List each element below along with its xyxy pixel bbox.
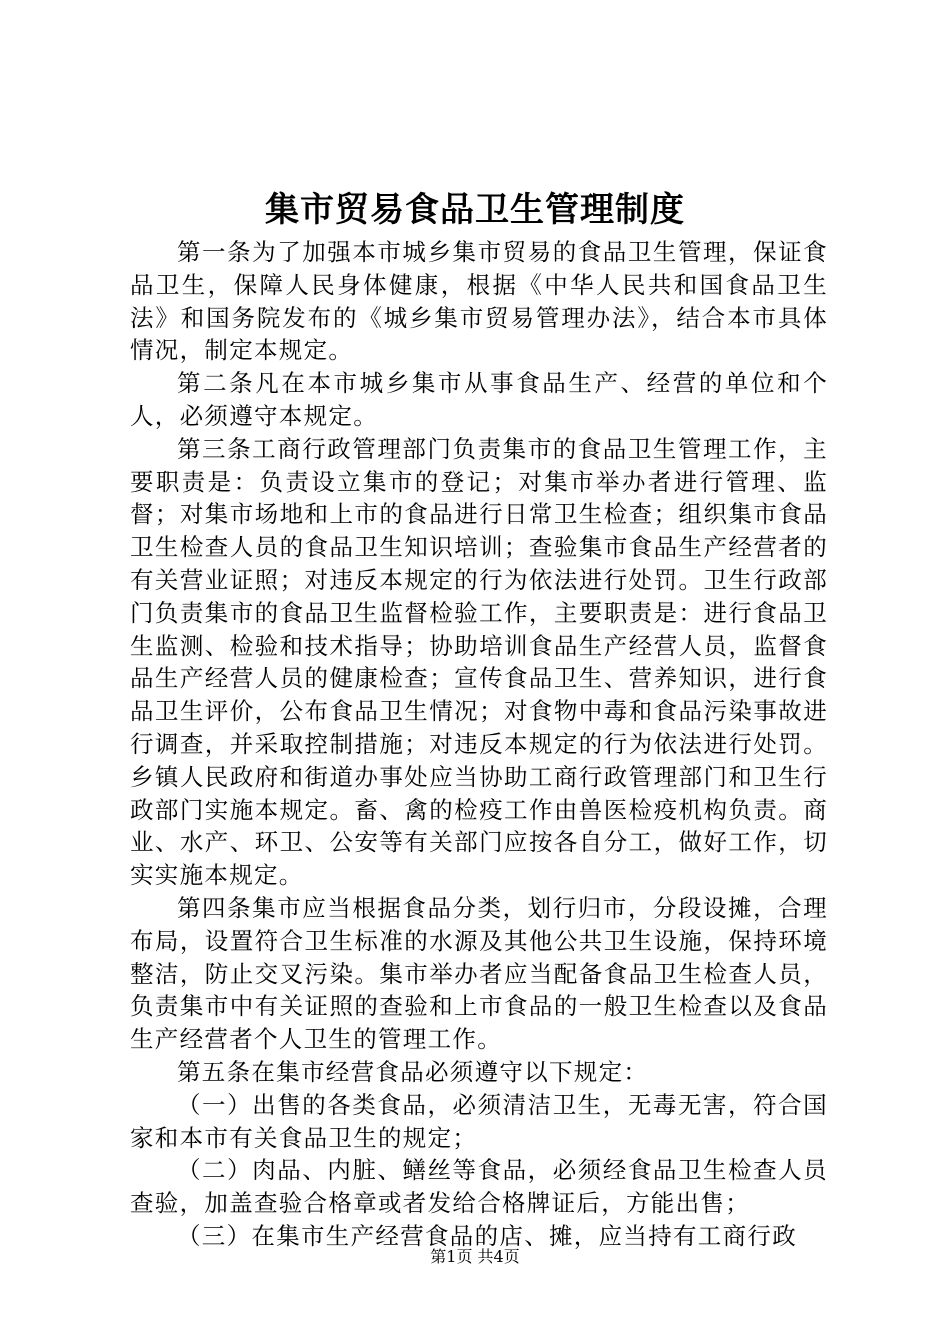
paragraph: 第二条凡在本市城乡集市从事食品生产、经营的单位和个人，必须遵守本规定。 bbox=[130, 369, 828, 430]
paragraph: 第四条集市应当根据食品分类，划行归市，分段设摊，合理布局，设置符合卫生标准的水源及其他公共卫生设施，保持环境整洁，防止交叉污染。集市举办者应当配备食品卫生检查人员，负责集市中有关证照的查验和上市食品的一般卫生检查以及食品生产经营者个人卫生的管理工作。 bbox=[130, 893, 828, 1054]
paragraph: 第一条为了加强本市城乡集市贸易的食品卫生管理，保证食品卫生，保障人民身体健康，根据《中华人民共和国食品卫生法》和国务院发布的《城乡集市贸易管理办法》，结合本市具体情况，制定本规定。 bbox=[130, 238, 828, 365]
paragraph: （三）在集市生产经营食品的店、摊，应当持有工商行政 bbox=[177, 1221, 797, 1250]
paragraph: 第五条在集市经营食品必须遵守以下规定： bbox=[177, 1057, 649, 1086]
page-footer: 第1页 共4页 bbox=[430, 1247, 520, 1266]
paragraph: （一）出售的各类食品，必须清洁卫生，无毒无害，符合国家和本市有关食品卫生的规定； bbox=[130, 1090, 828, 1152]
document-title: 集市贸易食品卫生管理制度 bbox=[265, 190, 685, 230]
paragraph: 第三条工商行政管理部门负责集市的食品卫生管理工作，主要职责是：负责设立集市的登记；对集市举办者进行管理、监督；对集市场地和上市的食品进行日常卫生检查；组织集市食品卫生检查人员的食品卫生知识培训；查验集市食品生产经营者的有关营业证照；对违反本规定的行为依法进行处罚。卫生行政部门负责集市的食品卫生监督检验工作，主要职责是：进行食品卫生监测、检验和技术指导；协助培训食品生产经营人员，监督食品生产经营人员的健康检查；宣传食品卫生、营养知识，进行食品卫生评价，公布食品卫生情况；对食物中毒和食品污染事故进行调查，并采取控制措施；对违反本规定的行为依法进行处罚。乡镇人民政府和街道办事处应当协助工商行政管理部门和卫生行政部门实施本规定。畜、禽的检疫工作由兽医检疫机构负责。商业、水产、环卫、公安等有关部门应按各自分工，做好工作，切实实施本规定。 bbox=[130, 434, 828, 890]
document-body bbox=[130, 236, 828, 1253]
paragraph: （二）肉品、内脏、鳝丝等食品，必须经食品卫生检查人员查验，加盖查验合格章或者发给合格牌证后，方能出售； bbox=[130, 1156, 828, 1218]
